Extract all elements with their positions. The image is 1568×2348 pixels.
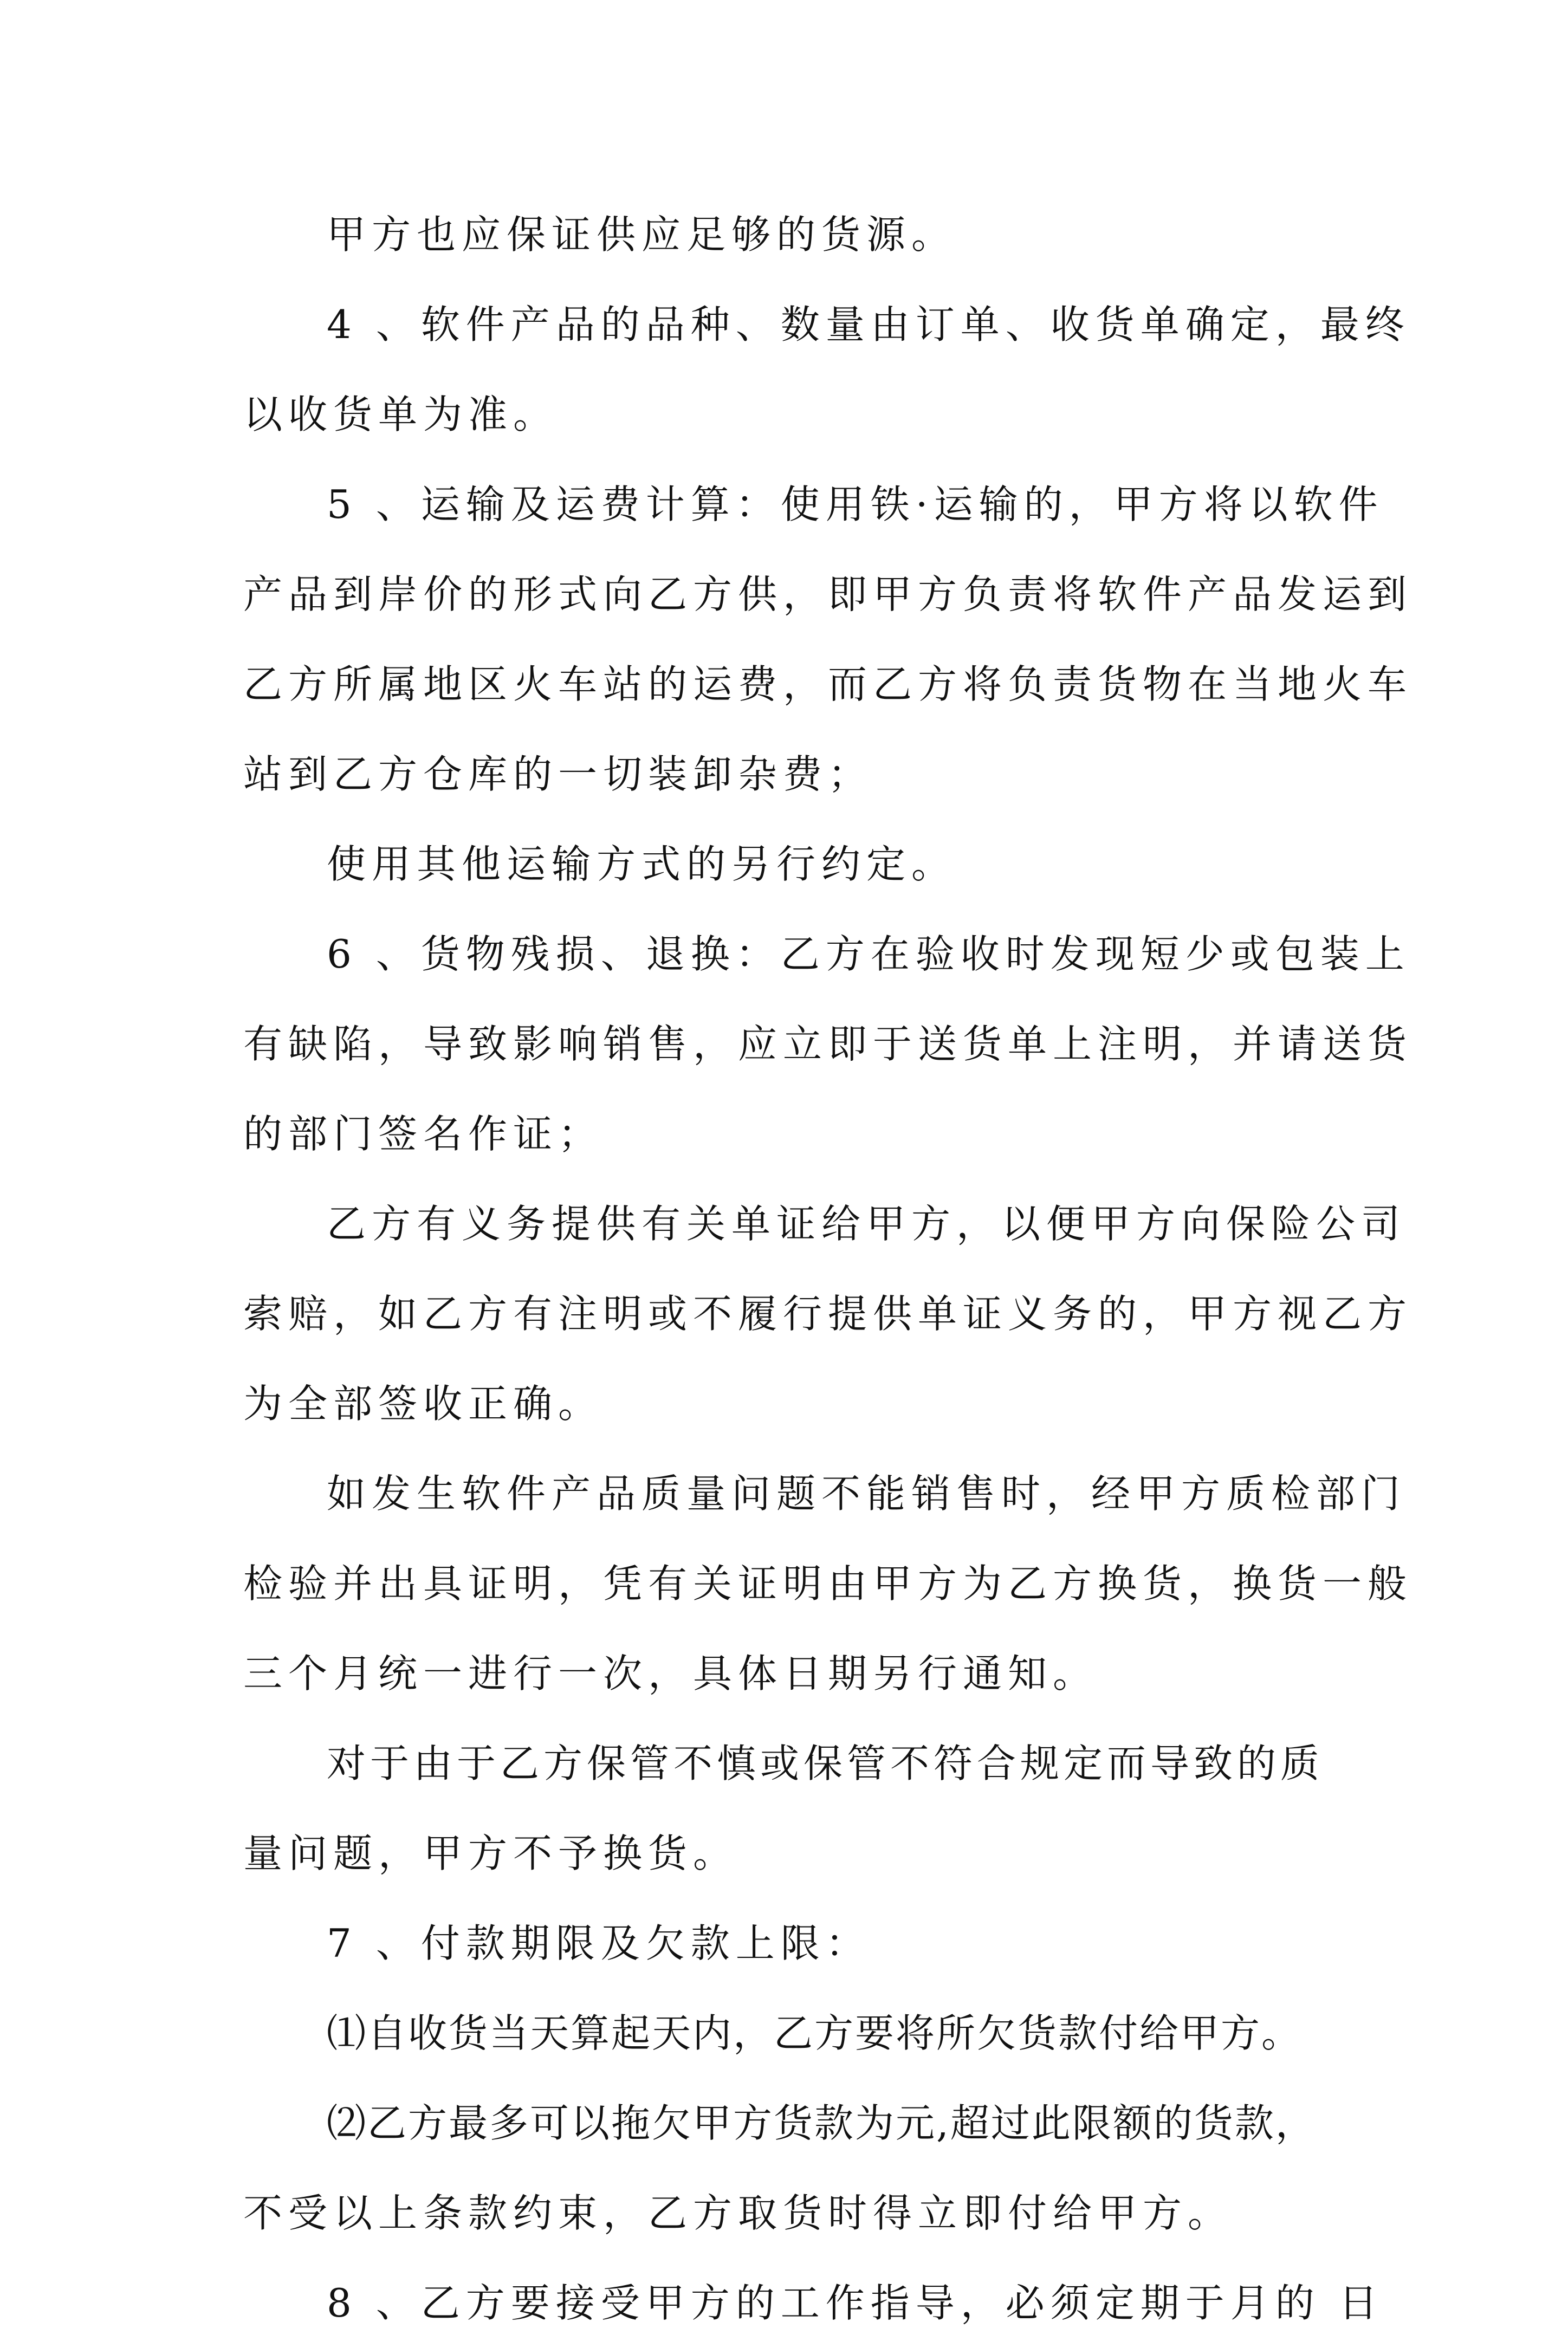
text-line: 8 、乙方要接受甲方的工作指导，必须定期于月的 日	[327, 2280, 1384, 2326]
text-line: 产品到岸价的形式向乙方供，即甲方负责将软件产品发运到	[243, 572, 1413, 617]
text-line: 站到乙方仓库的一切装卸杂费；	[243, 751, 873, 797]
text-line: 不受以上条款约束，乙方取货时得立即付给甲方。	[243, 2190, 1233, 2236]
text-line: 4 、软件产品的品种、数量由订单、收货单确定，最终	[327, 302, 1410, 347]
document-body	[243, 190, 1413, 2348]
text-line: 5 、运输及运费计算：使用铁·运输的，甲方将以软件	[327, 482, 1384, 527]
text-line: 索赔，如乙方有注明或不履行提供单证义务的，甲方视乙方	[243, 1291, 1413, 1337]
text-line: 量问题，甲方不予换货。	[243, 1831, 738, 1876]
text-line: 甲方也应保证供应足够的货源。	[327, 212, 957, 257]
text-line: 使用其他运输方式的另行约定。	[327, 841, 957, 887]
text-line: 乙方有义务提供有关单证给甲方，以便甲方向保险公司	[327, 1201, 1407, 1247]
text-line: 三个月统一进行一次，具体日期另行通知。	[243, 1651, 1098, 1696]
text-line: ⑴自收货当天算起天内，乙方要将所欠货款付给甲方。	[327, 2010, 1303, 2056]
text-line: 7 、付款期限及欠款上限：	[327, 1921, 871, 1966]
text-line: ⑵乙方最多可以拖欠甲方货款为元,超过此限额的货款，	[327, 2100, 1316, 2146]
text-line: 6 、货物残损、退换：乙方在验收时发现短少或包装上	[327, 931, 1410, 977]
text-line: 乙方所属地区火车站的运费，而乙方将负责货物在当地火车	[243, 661, 1413, 707]
text-line: 检验并出具证明，凭有关证明由甲方为乙方换货，换货一般	[243, 1561, 1413, 1606]
text-line: 为全部签收正确。	[243, 1381, 604, 1426]
text-line: 对于由于乙方保管不慎或保管不符合规定而导致的质	[327, 1741, 1324, 1786]
text-line: 的部门签名作证；	[243, 1111, 604, 1157]
text-line: 如发生软件产品质量问题不能销售时，经甲方质检部门	[327, 1471, 1407, 1516]
text-line: 以收货单为准。	[243, 392, 559, 437]
text-line: 有缺陷，导致影响销售，应立即于送货单上注明，并请送货	[243, 1021, 1413, 1067]
